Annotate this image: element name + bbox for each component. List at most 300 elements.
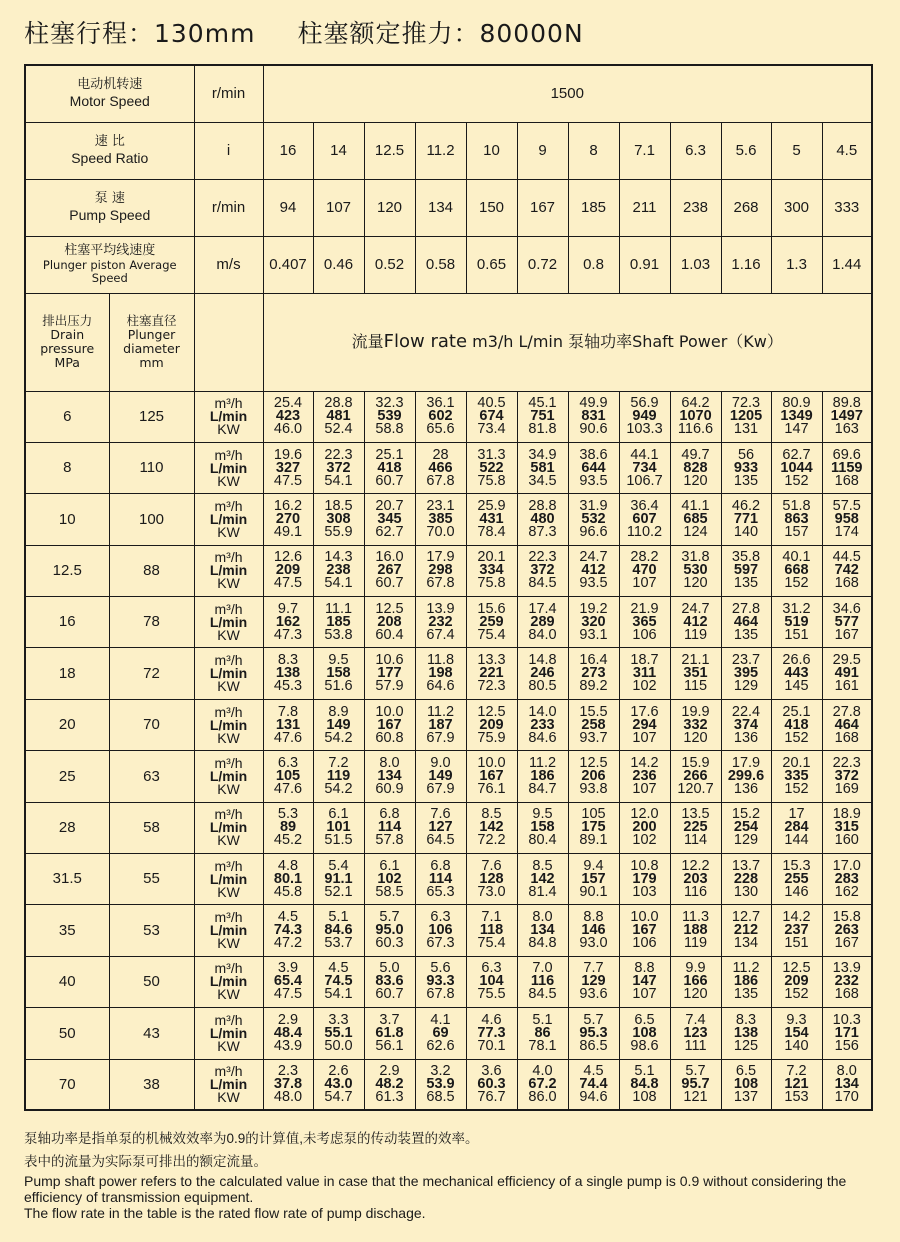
shaft-power-kw: 135 <box>733 575 759 592</box>
flow-m3h: 11.3 <box>681 909 710 926</box>
flow-power-cell <box>364 699 415 750</box>
flow-power-cell <box>263 442 313 493</box>
flow-lmin: 167 <box>632 922 657 939</box>
flow-m3h: 25.9 <box>477 497 506 514</box>
flow-lmin: 228 <box>733 870 759 887</box>
shaft-power-kw: 34.5 <box>528 472 557 489</box>
flow-m3h: 28 <box>432 446 449 463</box>
flow-lmin: 412 <box>581 562 606 579</box>
flow-m3h: 7.2 <box>786 1063 807 1080</box>
shaft-power-kw: 47.6 <box>273 729 303 746</box>
flow-power-cell <box>822 956 872 1007</box>
flow-power-cell <box>313 1059 364 1110</box>
shaft-power-kw: 72.3 <box>477 678 506 695</box>
flow-lmin: 491 <box>834 665 859 682</box>
flow-lmin: 167 <box>479 767 504 784</box>
flow-power-cell <box>517 956 568 1007</box>
flow-lmin: 209 <box>479 716 504 733</box>
unit-lmin: L/min <box>209 922 248 939</box>
unit-lmin: L/min <box>209 767 248 784</box>
flow-m3h: 3.9 <box>277 960 299 977</box>
unit-m3h: m³/h <box>214 600 243 617</box>
shaft-power-kw: 60.8 <box>375 729 404 746</box>
flow-power-cell <box>568 956 619 1007</box>
flow-power-cell <box>822 545 872 596</box>
unit-m3h: m³/h <box>214 909 243 926</box>
unit-m3h: m³/h <box>214 652 243 669</box>
speed-ratio-value: 14 <box>313 122 364 179</box>
unit-m3h: m³/h <box>214 395 243 412</box>
flow-m3h: 29.5 <box>832 652 861 669</box>
flow-lmin: 203 <box>683 870 708 887</box>
flow-power-cell <box>670 854 721 905</box>
flow-m3h: 35.8 <box>731 549 761 566</box>
shaft-power-kw: 93.5 <box>579 575 608 592</box>
flow-power-cell <box>721 854 771 905</box>
flow-m3h: 9.0 <box>430 754 451 771</box>
flow-power-cell <box>822 1059 872 1110</box>
flow-power-cell <box>771 956 822 1007</box>
flow-m3h: 11.2 <box>426 703 455 720</box>
pressure-row <box>25 1059 872 1110</box>
flow-power-cell <box>568 699 619 750</box>
shaft-power-kw: 80.5 <box>528 678 557 695</box>
plunger-diameter-value: 38 <box>109 1059 194 1110</box>
flow-m3h: 5.1 <box>532 1011 553 1028</box>
flow-power-cell <box>517 494 568 545</box>
flow-lmin: 351 <box>683 665 708 682</box>
flow-power-cell <box>517 597 568 648</box>
flow-lmin: 198 <box>428 665 453 682</box>
flow-m3h: 25.1 <box>375 446 404 463</box>
flow-lmin: 83.6 <box>375 973 404 990</box>
flow-lmin: 154 <box>784 1024 809 1041</box>
flow-m3h: 12.6 <box>273 549 303 566</box>
shaft-power-kw: 75.8 <box>477 575 506 592</box>
flow-power-cell <box>568 442 619 493</box>
flow-m3h: 16.4 <box>579 652 608 669</box>
shaft-power-kw: 107 <box>632 729 657 746</box>
flow-lmin: 315 <box>834 819 859 836</box>
shaft-power-kw: 49.1 <box>273 523 303 540</box>
shaft-power-kw: 125 <box>733 1037 759 1054</box>
speed-ratio-label: 速 比 Speed Ratio <box>25 122 194 179</box>
flow-power-cell <box>313 854 364 905</box>
flow-m3h: 8.8 <box>634 960 655 977</box>
shaft-power-kw: 75.4 <box>477 626 506 643</box>
flow-lmin: 372 <box>326 459 351 476</box>
shaft-power-kw: 168 <box>834 986 859 1003</box>
shaft-power-kw: 116.6 <box>677 421 714 438</box>
flow-m3h: 3.2 <box>430 1063 451 1080</box>
shaft-power-kw: 64.5 <box>426 832 455 849</box>
flow-lmin: 89 <box>279 819 297 836</box>
flow-power-cell <box>415 1008 466 1059</box>
plunger-diameter-value: 100 <box>109 494 194 545</box>
flow-lmin: 61.8 <box>375 1024 404 1041</box>
shaft-power-kw: 73.0 <box>477 883 506 900</box>
unit-labels <box>194 751 263 802</box>
flow-lmin: 225 <box>683 819 708 836</box>
flow-lmin: 209 <box>275 562 301 579</box>
flow-m3h: 10.0 <box>630 909 659 926</box>
flow-lmin: 74.3 <box>273 922 303 939</box>
flow-m3h: 12.5 <box>782 960 811 977</box>
pressure-row <box>25 699 872 750</box>
flow-lmin: 116 <box>530 973 555 990</box>
flow-lmin: 95.0 <box>375 922 404 939</box>
unit-kw: KW <box>217 472 240 489</box>
flow-power-cell <box>466 391 517 442</box>
shaft-power-kw: 54.1 <box>324 472 353 489</box>
flow-m3h: 23.1 <box>426 497 455 514</box>
shaft-power-kw: 65.3 <box>426 883 455 900</box>
flow-m3h: 5.1 <box>634 1063 655 1080</box>
average-speed-value: 0.65 <box>466 236 517 293</box>
flow-power-cell <box>517 648 568 699</box>
flow-m3h: 34.6 <box>832 600 861 617</box>
shaft-power-kw: 43.9 <box>273 1037 303 1054</box>
unit-lmin: L/min <box>209 613 248 630</box>
flow-power-cell <box>313 494 364 545</box>
flow-m3h: 6.3 <box>277 754 299 771</box>
flow-m3h: 7.1 <box>481 909 502 926</box>
flow-lmin: 134 <box>377 767 402 784</box>
flow-lmin: 284 <box>784 819 809 836</box>
flow-lmin: 48.2 <box>375 1076 404 1093</box>
shaft-power-kw: 120 <box>683 729 708 746</box>
flow-power-cell <box>822 597 872 648</box>
flow-lmin: 91.1 <box>324 870 353 887</box>
flow-m3h: 19.6 <box>273 446 303 463</box>
flow-lmin: 1205 <box>729 408 763 425</box>
flow-lmin: 283 <box>834 870 859 887</box>
speed-ratio-value: 9 <box>517 122 568 179</box>
shaft-power-kw: 84.0 <box>528 626 557 643</box>
shaft-power-kw: 89.1 <box>579 832 608 849</box>
flow-lmin: 65.4 <box>273 973 303 990</box>
flow-power-cell <box>822 442 872 493</box>
flow-lmin: 418 <box>377 459 402 476</box>
flow-m3h: 15.2 <box>731 806 761 823</box>
flow-m3h: 11.2 <box>528 754 557 771</box>
flow-power-cell <box>771 751 822 802</box>
pump-speed-value: 333 <box>822 179 872 236</box>
plunger-diameter-value: 125 <box>109 391 194 442</box>
flow-m3h: 40.5 <box>477 395 506 412</box>
shaft-power-kw: 84.5 <box>528 575 557 592</box>
flow-lmin: 412 <box>683 613 708 630</box>
flow-power-cell <box>364 597 415 648</box>
flow-m3h: 8.0 <box>836 1063 857 1080</box>
flow-lmin: 298 <box>428 562 453 579</box>
shaft-power-kw: 60.3 <box>375 935 404 952</box>
flow-power-cell <box>568 545 619 596</box>
flow-power-cell <box>415 648 466 699</box>
flow-m3h: 4.5 <box>277 909 299 926</box>
flow-lmin: 1349 <box>780 408 813 425</box>
note-flow-rate-en: The flow rate in the table is the rated flow rate of pump dischage. <box>24 1205 426 1221</box>
flow-m3h: 7.8 <box>277 703 299 720</box>
flow-power-cell <box>415 1059 466 1110</box>
shaft-power-kw: 67.9 <box>426 729 455 746</box>
flow-power-cell <box>822 494 872 545</box>
flow-power-cell <box>568 854 619 905</box>
plunger-diameter-value: 55 <box>109 854 194 905</box>
shaft-power-kw: 75.8 <box>477 472 506 489</box>
flow-lmin: 177 <box>377 665 402 682</box>
flow-power-cell <box>822 802 872 853</box>
pump-speed-value: 185 <box>568 179 619 236</box>
shaft-power-kw: 152 <box>784 472 809 489</box>
flow-lmin: 374 <box>733 716 759 733</box>
shaft-power-kw: 147 <box>784 421 809 438</box>
shaft-power-kw: 81.8 <box>528 421 557 438</box>
flow-power-cell <box>263 1059 313 1110</box>
shaft-power-kw: 47.5 <box>273 472 303 489</box>
flow-power-cell <box>619 597 670 648</box>
shaft-power-kw: 86.5 <box>579 1037 608 1054</box>
unit-labels <box>194 648 263 699</box>
unit-labels <box>194 854 263 905</box>
flow-power-cell <box>415 854 466 905</box>
flow-m3h: 5.4 <box>328 857 349 874</box>
unit-m3h: m³/h <box>214 754 243 771</box>
flow-m3h: 2.3 <box>277 1063 299 1080</box>
shaft-power-kw: 75.9 <box>477 729 506 746</box>
flow-lmin: 530 <box>683 562 708 579</box>
flow-lmin: 294 <box>632 716 657 733</box>
flow-power-cell <box>670 391 721 442</box>
pressure-row <box>25 648 872 699</box>
unit-kw: KW <box>217 575 240 592</box>
shaft-power-kw: 54.7 <box>324 1089 353 1106</box>
flow-lmin: 372 <box>530 562 555 579</box>
flow-lmin: 958 <box>834 510 859 527</box>
unit-kw: KW <box>217 1089 240 1106</box>
shaft-power-kw: 84.5 <box>528 986 557 1003</box>
footnotes <box>24 1130 884 1221</box>
shaft-power-kw: 70.1 <box>477 1037 506 1054</box>
speed-ratio-value: 4.5 <box>822 122 872 179</box>
pump-speed-value: 167 <box>517 179 568 236</box>
flow-lmin: 48.4 <box>273 1024 303 1041</box>
flow-m3h: 21.1 <box>681 652 710 669</box>
flow-m3h: 5.6 <box>430 960 451 977</box>
shaft-power-kw: 67.3 <box>426 935 455 952</box>
flow-power-cell <box>517 905 568 956</box>
flow-lmin: 166 <box>683 973 708 990</box>
flow-power-cell <box>721 1008 771 1059</box>
shaft-power-kw: 93.5 <box>579 472 608 489</box>
flow-lmin: 238 <box>326 562 351 579</box>
flow-lmin: 431 <box>479 510 504 527</box>
unit-labels <box>194 545 263 596</box>
flow-header-row <box>25 293 872 391</box>
average-speed-row <box>25 236 872 293</box>
flow-m3h: 20.1 <box>782 754 811 771</box>
shaft-power-kw: 102 <box>632 678 657 695</box>
flow-power-cell <box>517 442 568 493</box>
flow-power-cell <box>263 494 313 545</box>
flow-m3h: 10.3 <box>832 1011 861 1028</box>
shaft-power-kw: 111 <box>684 1037 707 1054</box>
flow-lmin: 114 <box>428 870 453 887</box>
flow-m3h: 16.0 <box>375 549 404 566</box>
flow-m3h: 31.9 <box>579 497 608 514</box>
flow-lmin: 158 <box>326 665 351 682</box>
flow-lmin: 602 <box>428 408 453 425</box>
pressure-row <box>25 494 872 545</box>
pressure-row <box>25 597 872 648</box>
flow-lmin: 209 <box>784 973 809 990</box>
flow-lmin: 104 <box>479 973 504 990</box>
pump-speed-value: 211 <box>619 179 670 236</box>
flow-m3h: 10.0 <box>375 703 404 720</box>
drain-pressure-value: 35 <box>25 905 109 956</box>
drain-pressure-value: 31.5 <box>25 854 109 905</box>
flow-m3h: 23.7 <box>731 652 761 669</box>
flow-power-cell <box>670 597 721 648</box>
unit-m3h: m³/h <box>214 806 243 823</box>
speed-ratio-value: 5.6 <box>721 122 771 179</box>
flow-lmin: 320 <box>581 613 606 630</box>
flow-lmin: 742 <box>834 562 859 579</box>
shaft-power-kw: 129 <box>733 678 759 695</box>
average-speed-value: 0.407 <box>263 236 313 293</box>
unit-kw: KW <box>217 1037 240 1054</box>
shaft-power-kw: 156 <box>834 1037 859 1054</box>
flow-lmin: 131 <box>275 716 301 733</box>
pump-speed-value: 238 <box>670 179 721 236</box>
motor-speed-unit: r/min <box>194 65 263 122</box>
shaft-power-kw: 81.4 <box>528 883 557 900</box>
flow-lmin: 102 <box>377 870 402 887</box>
flow-m3h: 49.7 <box>681 446 710 463</box>
shaft-power-kw: 98.6 <box>630 1037 659 1054</box>
flow-m3h: 18.7 <box>630 652 659 669</box>
flow-lmin: 395 <box>733 665 759 682</box>
unit-lmin: L/min <box>209 408 248 425</box>
shaft-power-kw: 94.6 <box>579 1089 608 1106</box>
flow-lmin: 179 <box>632 870 657 887</box>
flow-lmin: 84.6 <box>324 922 353 939</box>
flow-lmin: 147 <box>632 973 657 990</box>
flow-m3h: 36.4 <box>630 497 659 514</box>
shaft-power-kw: 130 <box>733 883 759 900</box>
flow-power-cell <box>822 751 872 802</box>
flow-m3h: 13.5 <box>681 806 710 823</box>
shaft-power-kw: 106 <box>632 935 657 952</box>
flow-power-cell <box>313 905 364 956</box>
flow-lmin: 236 <box>632 767 657 784</box>
shaft-power-kw: 76.1 <box>477 780 506 797</box>
plunger-diameter-value: 70 <box>109 699 194 750</box>
flow-m3h: 22.4 <box>731 703 761 720</box>
flow-power-cell <box>721 597 771 648</box>
unit-lmin: L/min <box>209 870 248 887</box>
shaft-power-kw: 60.7 <box>375 472 404 489</box>
shaft-power-kw: 93.1 <box>579 626 608 643</box>
shaft-power-kw: 152 <box>784 729 809 746</box>
flow-m3h: 80.9 <box>782 395 811 412</box>
flow-power-cell <box>619 494 670 545</box>
shaft-power-kw: 50.0 <box>324 1037 353 1054</box>
shaft-power-kw: 76.7 <box>477 1089 506 1106</box>
flow-power-cell <box>517 545 568 596</box>
flow-power-cell <box>517 802 568 853</box>
flow-m3h: 8.5 <box>532 857 553 874</box>
pressure-row <box>25 442 872 493</box>
flow-power-cell <box>466 956 517 1007</box>
shaft-power-kw: 107 <box>632 780 657 797</box>
flow-m3h: 6.3 <box>430 909 451 926</box>
shaft-power-kw: 53.8 <box>324 626 353 643</box>
flow-lmin: 86 <box>534 1024 551 1041</box>
unit-header-empty <box>194 293 263 391</box>
flow-power-cell <box>771 905 822 956</box>
flow-power-cell <box>364 1059 415 1110</box>
flow-m3h: 6.5 <box>634 1011 655 1028</box>
flow-lmin: 299.6 <box>727 767 765 784</box>
flow-lmin: 138 <box>733 1024 759 1041</box>
flow-power-cell <box>721 751 771 802</box>
flow-power-cell <box>466 597 517 648</box>
flow-m3h: 4.8 <box>277 857 299 874</box>
shaft-power-kw: 152 <box>784 780 809 797</box>
flow-m3h: 6.8 <box>430 857 451 874</box>
flow-power-cell <box>313 956 364 1007</box>
flow-power-cell <box>619 802 670 853</box>
pump-speed-value: 300 <box>771 179 822 236</box>
flow-lmin: 597 <box>733 562 759 579</box>
flow-lmin: 372 <box>834 767 859 784</box>
motor-speed-row <box>25 65 872 122</box>
flow-power-cell <box>415 391 466 442</box>
flow-m3h: 9.5 <box>328 652 349 669</box>
flow-power-cell <box>364 391 415 442</box>
flow-m3h: 7.0 <box>532 960 553 977</box>
flow-lmin: 480 <box>530 510 555 527</box>
drain-pressure-value: 18 <box>25 648 109 699</box>
unit-kw: KW <box>217 523 240 540</box>
flow-m3h: 24.7 <box>681 600 710 617</box>
flow-power-cell <box>263 648 313 699</box>
average-speed-value: 1.44 <box>822 236 872 293</box>
flow-lmin: 53.9 <box>426 1076 455 1093</box>
pump-speed-unit: r/min <box>194 179 263 236</box>
shaft-power-kw: 67.4 <box>426 626 455 643</box>
flow-m3h: 15.3 <box>782 857 811 874</box>
flow-power-cell <box>568 391 619 442</box>
unit-lmin: L/min <box>209 1076 248 1093</box>
flow-m3h: 56.9 <box>630 395 659 412</box>
flow-power-cell <box>263 802 313 853</box>
flow-power-cell <box>466 494 517 545</box>
flow-power-cell <box>568 494 619 545</box>
flow-m3h: 20.1 <box>477 549 506 566</box>
average-speed-value: 0.46 <box>313 236 364 293</box>
flow-m3h: 9.7 <box>277 600 299 617</box>
flow-lmin: 84.8 <box>630 1076 659 1093</box>
flow-power-cell <box>568 597 619 648</box>
flow-m3h: 8.0 <box>379 754 400 771</box>
flow-m3h: 4.6 <box>481 1011 502 1028</box>
flow-lmin: 1159 <box>831 459 863 476</box>
average-speed-label: 柱塞平均线速度 Plunger piston Average Speed <box>25 236 194 293</box>
unit-kw: KW <box>217 729 240 746</box>
flow-m3h: 5.7 <box>583 1011 604 1028</box>
